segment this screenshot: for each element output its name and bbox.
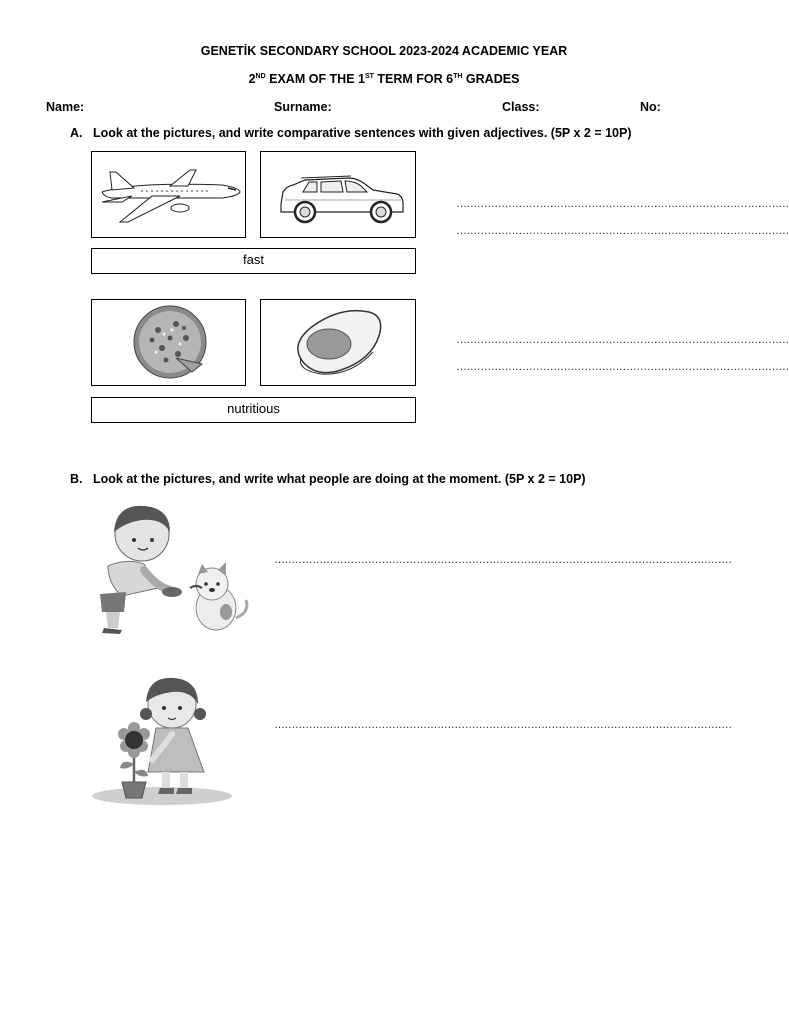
exam-title: 2ND EXAM OF THE 1ST TERM FOR 6TH GRADES [248, 72, 520, 86]
egg-picture [260, 299, 416, 386]
section-b-instruction: B. Look at the pictures, and write what people are doing at the moment. (5P x 2 = 10P) [70, 472, 586, 486]
section-a-instruction: A. Look at the pictures, and write comparative sentences with given adjectives. (5P x 2 = 10P) [70, 126, 632, 140]
girl-watering-flower-icon [86, 664, 246, 810]
car-icon [261, 152, 415, 237]
number-label: No: [640, 100, 661, 114]
adjective-box-nutritious: nutritious [91, 397, 416, 423]
name-label: Name: [46, 100, 85, 114]
answer-line-b1: …………………………………………………………………………………………………………………… [274, 554, 732, 566]
airplane-icon [92, 152, 245, 237]
car-picture [260, 151, 416, 238]
answer-line-a2: …………………………………………………………………………………… [456, 225, 789, 237]
school-title: GENETİK SECONDARY SCHOOL 2023-2024 ACADEMIC YEAR [200, 44, 568, 58]
answer-line-a1: …………………………………………………………………………………… [456, 198, 789, 210]
airplane-picture [91, 151, 246, 238]
boiled-egg-icon [261, 300, 415, 385]
girl-watering-flower-picture [86, 664, 246, 810]
boy-feeding-dog-icon [86, 500, 254, 638]
adjective-box-fast: fast [91, 248, 416, 274]
answer-line-a4: …………………………………………………………………………………… [456, 361, 789, 373]
class-label: Class: [502, 100, 540, 114]
answer-line-b2: …………………………………………………………………………………………………………………… [274, 719, 732, 731]
surname-label: Surname: [274, 100, 332, 114]
pizza-picture [91, 299, 246, 386]
pizza-icon [92, 300, 245, 385]
boy-feeding-dog-picture [86, 500, 254, 638]
answer-line-a3: …………………………………………………………………………………… [456, 334, 789, 346]
